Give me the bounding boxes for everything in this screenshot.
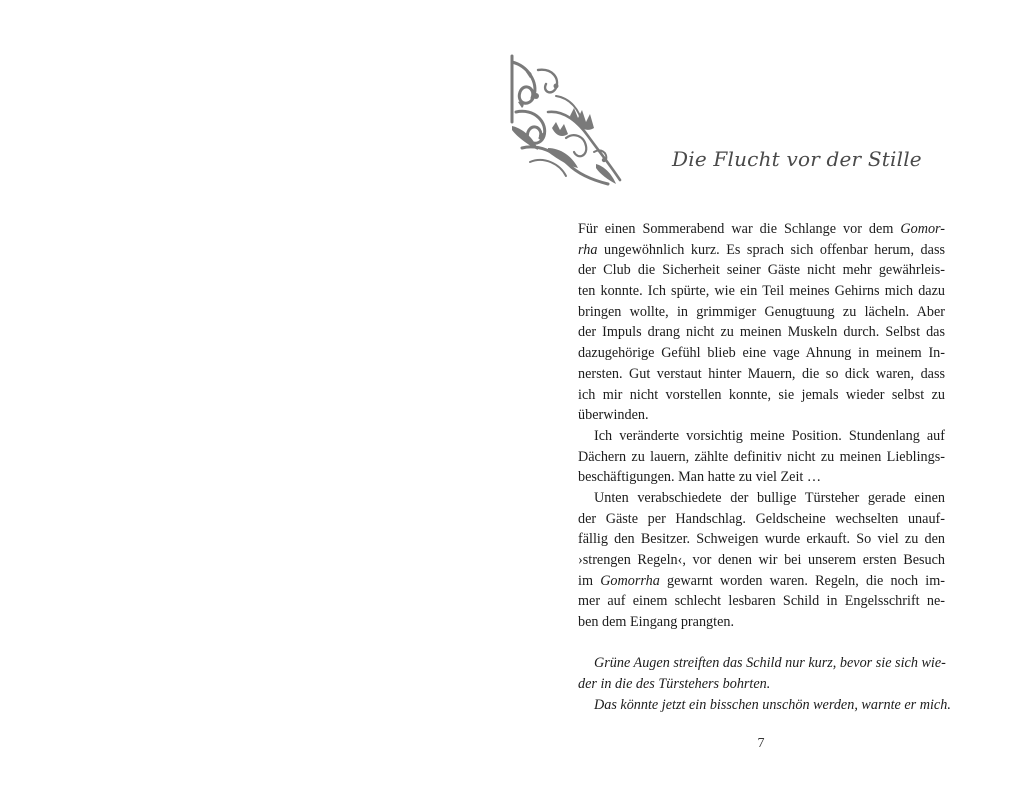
paragraph-gap	[578, 633, 945, 654]
text-run: ›strengen Regeln‹, vor denen wir bei unserem ersten Besuch	[578, 552, 945, 568]
text-run: Unten verabschiedete der bullige Türsteher gerade einen	[594, 489, 945, 506]
text-line	[578, 219, 945, 240]
text-line	[578, 529, 945, 550]
italic-text-line: Grüne Augen streiften das Schild nur kurz, bevor sie sich wie-	[594, 655, 946, 672]
text-run: der Gäste per Handschlag. Geldscheine wechselten unauf-	[578, 510, 945, 527]
italic-paragraph-1	[578, 653, 945, 694]
text-run: der Impuls drang nicht zu meinen Muskeln durch. Selbst das	[578, 324, 945, 341]
text-line	[578, 405, 945, 426]
text-run: der Club die Sicherheit seiner Gäste nicht mehr gewährleis-	[578, 262, 945, 279]
text-run: mer auf einem schlecht lesbaren Schild in Engelsschrift ne-	[578, 593, 945, 610]
text-run: bringen wollte, in grimmiger Genugtuung zu lächeln. Aber	[578, 303, 945, 320]
text-run: gewarnt worden waren. Regeln, die noch im-	[659, 572, 946, 589]
italic-text-line: der in die des Türstehers bohrten.	[578, 676, 771, 693]
text-run: Für einen Sommerabend war die Schlange vor dem	[578, 221, 901, 237]
text-run: überwinden.	[578, 407, 649, 424]
text-line	[578, 467, 945, 488]
italic-text-line: Das könnte jetzt ein bisschen unschön werden, warnte er mich.	[594, 696, 951, 713]
text-run: fällig den Besitzer. Schweigen wurde erkauft. So viel zu den	[578, 531, 945, 548]
text-line	[578, 612, 945, 633]
italic-text: rha	[578, 241, 598, 258]
text-line	[578, 550, 945, 571]
italic-paragraph-2	[578, 695, 951, 716]
text-line	[578, 447, 945, 468]
body-text	[578, 219, 951, 716]
page-number: 7	[757, 736, 765, 751]
paragraph-2	[578, 426, 945, 488]
text-run: ben dem Eingang prangten.	[578, 614, 735, 631]
text-line	[578, 343, 945, 364]
text-line	[578, 426, 945, 447]
text-run: ich mir nicht vorstellen konnte, sie jemals wieder selbst zu	[578, 386, 945, 403]
paragraph-3	[578, 488, 945, 633]
text-run: beschäftigungen. Man hatte zu viel Zeit …	[578, 469, 822, 486]
text-line	[578, 260, 945, 281]
text-run: Ich veränderte vorsichtig meine Position. Stundenlang auf	[594, 427, 945, 444]
text-run: im	[578, 572, 601, 589]
text-line	[578, 509, 945, 530]
paragraph-1	[578, 219, 945, 426]
italic-text: Gomorrha	[600, 572, 660, 589]
text-run: ungewöhnlich kurz. Es sprach sich offenbar herum, dass	[597, 241, 945, 258]
text-line	[578, 322, 945, 343]
text-run: dazugehörige Gefühl blieb eine vage Ahnung in meinem In-	[578, 345, 945, 362]
text-run: nersten. Gut verstaut hinter Mauern, die so dick waren, dass	[578, 365, 945, 382]
text-line	[578, 302, 945, 323]
text-run: ten konnte. Ich spürte, wie ein Teil meines Gehirns mich dazu	[578, 283, 945, 300]
text-line	[578, 364, 945, 385]
text-line	[578, 281, 945, 302]
baroque-flourish-icon	[508, 52, 624, 188]
text-line	[578, 385, 945, 406]
chapter-title: Die Flucht vor der Stille	[672, 147, 922, 171]
italic-text: Gomor-	[900, 221, 945, 237]
text-line	[578, 591, 945, 612]
text-line	[578, 240, 945, 261]
text-run: Dächern zu lauern, zählte definitiv nicht zu meinen Lieblings-	[578, 448, 945, 465]
text-line	[578, 488, 945, 509]
text-line	[578, 571, 945, 592]
